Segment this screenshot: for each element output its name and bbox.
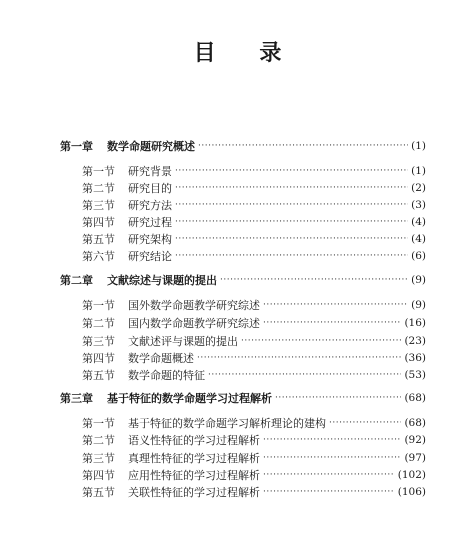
dot-leader (208, 370, 401, 380)
section-title: 数学命题概述 (128, 352, 194, 365)
page-number: (3) (411, 199, 426, 211)
section-number: 第二节 (82, 182, 115, 195)
section-title: 真理性特征的学习过程解析 (128, 452, 260, 465)
section-number: 第一节 (82, 299, 115, 312)
toc-section[interactable] (82, 450, 426, 466)
chapter-number: 第一章 (60, 140, 93, 153)
page-number: (9) (411, 274, 426, 286)
section-number: 第一节 (82, 165, 115, 178)
toc-section[interactable] (82, 415, 426, 431)
section-title: 关联性特征的学习过程解析 (128, 486, 260, 499)
page-title: 目 录 (193, 41, 300, 66)
dot-leader (263, 318, 401, 328)
section-number: 第四节 (82, 216, 115, 229)
dot-leader (263, 435, 401, 445)
dot-leader (197, 353, 401, 363)
page-number: (53) (404, 369, 426, 381)
dot-leader (175, 234, 408, 244)
section-title: 研究结论 (128, 250, 172, 263)
toc-section[interactable] (82, 163, 426, 179)
dot-leader (175, 166, 408, 176)
toc-section[interactable] (82, 333, 426, 349)
dot-leader (275, 393, 401, 403)
dot-leader (241, 336, 401, 346)
toc-section[interactable] (82, 367, 426, 383)
page-number: (36) (404, 352, 426, 364)
page-number: (9) (411, 299, 426, 311)
section-title: 数学命题的特征 (128, 369, 205, 382)
chapter-number: 第三章 (60, 392, 93, 405)
dot-leader (329, 418, 401, 428)
page-number: (16) (404, 317, 426, 329)
page-number: (4) (411, 216, 426, 228)
section-title: 国外数学命题教学研究综述 (128, 299, 260, 312)
toc-section[interactable] (82, 350, 426, 366)
section-title: 基于特征的数学命题学习解析理论的建构 (128, 417, 326, 430)
page-number: (4) (411, 233, 426, 245)
toc-chapter-3[interactable] (60, 390, 426, 406)
page-number: (92) (404, 434, 426, 446)
section-number: 第二节 (82, 317, 115, 330)
dot-leader (263, 453, 401, 463)
section-title: 研究目的 (128, 182, 172, 195)
dot-leader (175, 183, 408, 193)
page-number: (6) (411, 250, 426, 262)
toc-section[interactable] (82, 297, 426, 313)
page-number: (2) (411, 182, 426, 194)
page-number: (68) (404, 392, 426, 404)
section-number: 第六节 (82, 250, 115, 263)
toc-section[interactable] (82, 231, 426, 247)
section-title: 应用性特征的学习过程解析 (128, 469, 260, 482)
dot-leader (220, 275, 408, 285)
toc-section[interactable] (82, 197, 426, 213)
section-number: 第一节 (82, 417, 115, 430)
toc-section[interactable] (82, 315, 426, 331)
page-number: (102) (397, 469, 426, 481)
dot-leader (198, 141, 408, 151)
section-number: 第三节 (82, 199, 115, 212)
toc-chapter-2[interactable] (60, 272, 426, 288)
section-title: 国内数学命题教学研究综述 (128, 317, 260, 330)
page-number: (23) (404, 335, 426, 347)
section-title: 研究过程 (128, 216, 172, 229)
chapter-title: 基于特征的数学命题学习过程解析 (107, 392, 272, 405)
section-number: 第五节 (82, 486, 115, 499)
toc-section[interactable] (82, 248, 426, 264)
dot-leader (263, 300, 408, 310)
page-number: (68) (404, 417, 426, 429)
chapter-title: 数学命题研究概述 (107, 140, 195, 153)
section-number: 第二节 (82, 434, 115, 447)
dot-leader (175, 217, 408, 227)
dot-leader (175, 251, 408, 261)
toc-section[interactable] (82, 432, 426, 448)
toc-section[interactable] (82, 214, 426, 230)
toc-section[interactable] (82, 467, 426, 483)
page-number: (97) (404, 452, 426, 464)
section-number: 第三节 (82, 335, 115, 348)
toc-section[interactable] (82, 180, 426, 196)
section-title: 研究方法 (128, 199, 172, 212)
page-number: (1) (411, 140, 426, 152)
dot-leader (263, 487, 395, 497)
page-number: (106) (397, 486, 426, 498)
toc-chapter-1[interactable] (60, 138, 426, 154)
dot-leader (175, 200, 408, 210)
section-title: 文献述评与课题的提出 (128, 335, 238, 348)
section-title: 研究背景 (128, 165, 172, 178)
section-title: 研究架构 (128, 233, 172, 246)
dot-leader (263, 470, 395, 480)
page-number: (1) (411, 165, 426, 177)
section-number: 第五节 (82, 369, 115, 382)
section-title: 语义性特征的学习过程解析 (128, 434, 260, 447)
toc-section[interactable] (82, 484, 426, 500)
chapter-title: 文献综述与课题的提出 (107, 274, 217, 287)
section-number: 第五节 (82, 233, 115, 246)
section-number: 第四节 (82, 352, 115, 365)
section-number: 第三节 (82, 452, 115, 465)
section-number: 第四节 (82, 469, 115, 482)
chapter-number: 第二章 (60, 274, 93, 287)
